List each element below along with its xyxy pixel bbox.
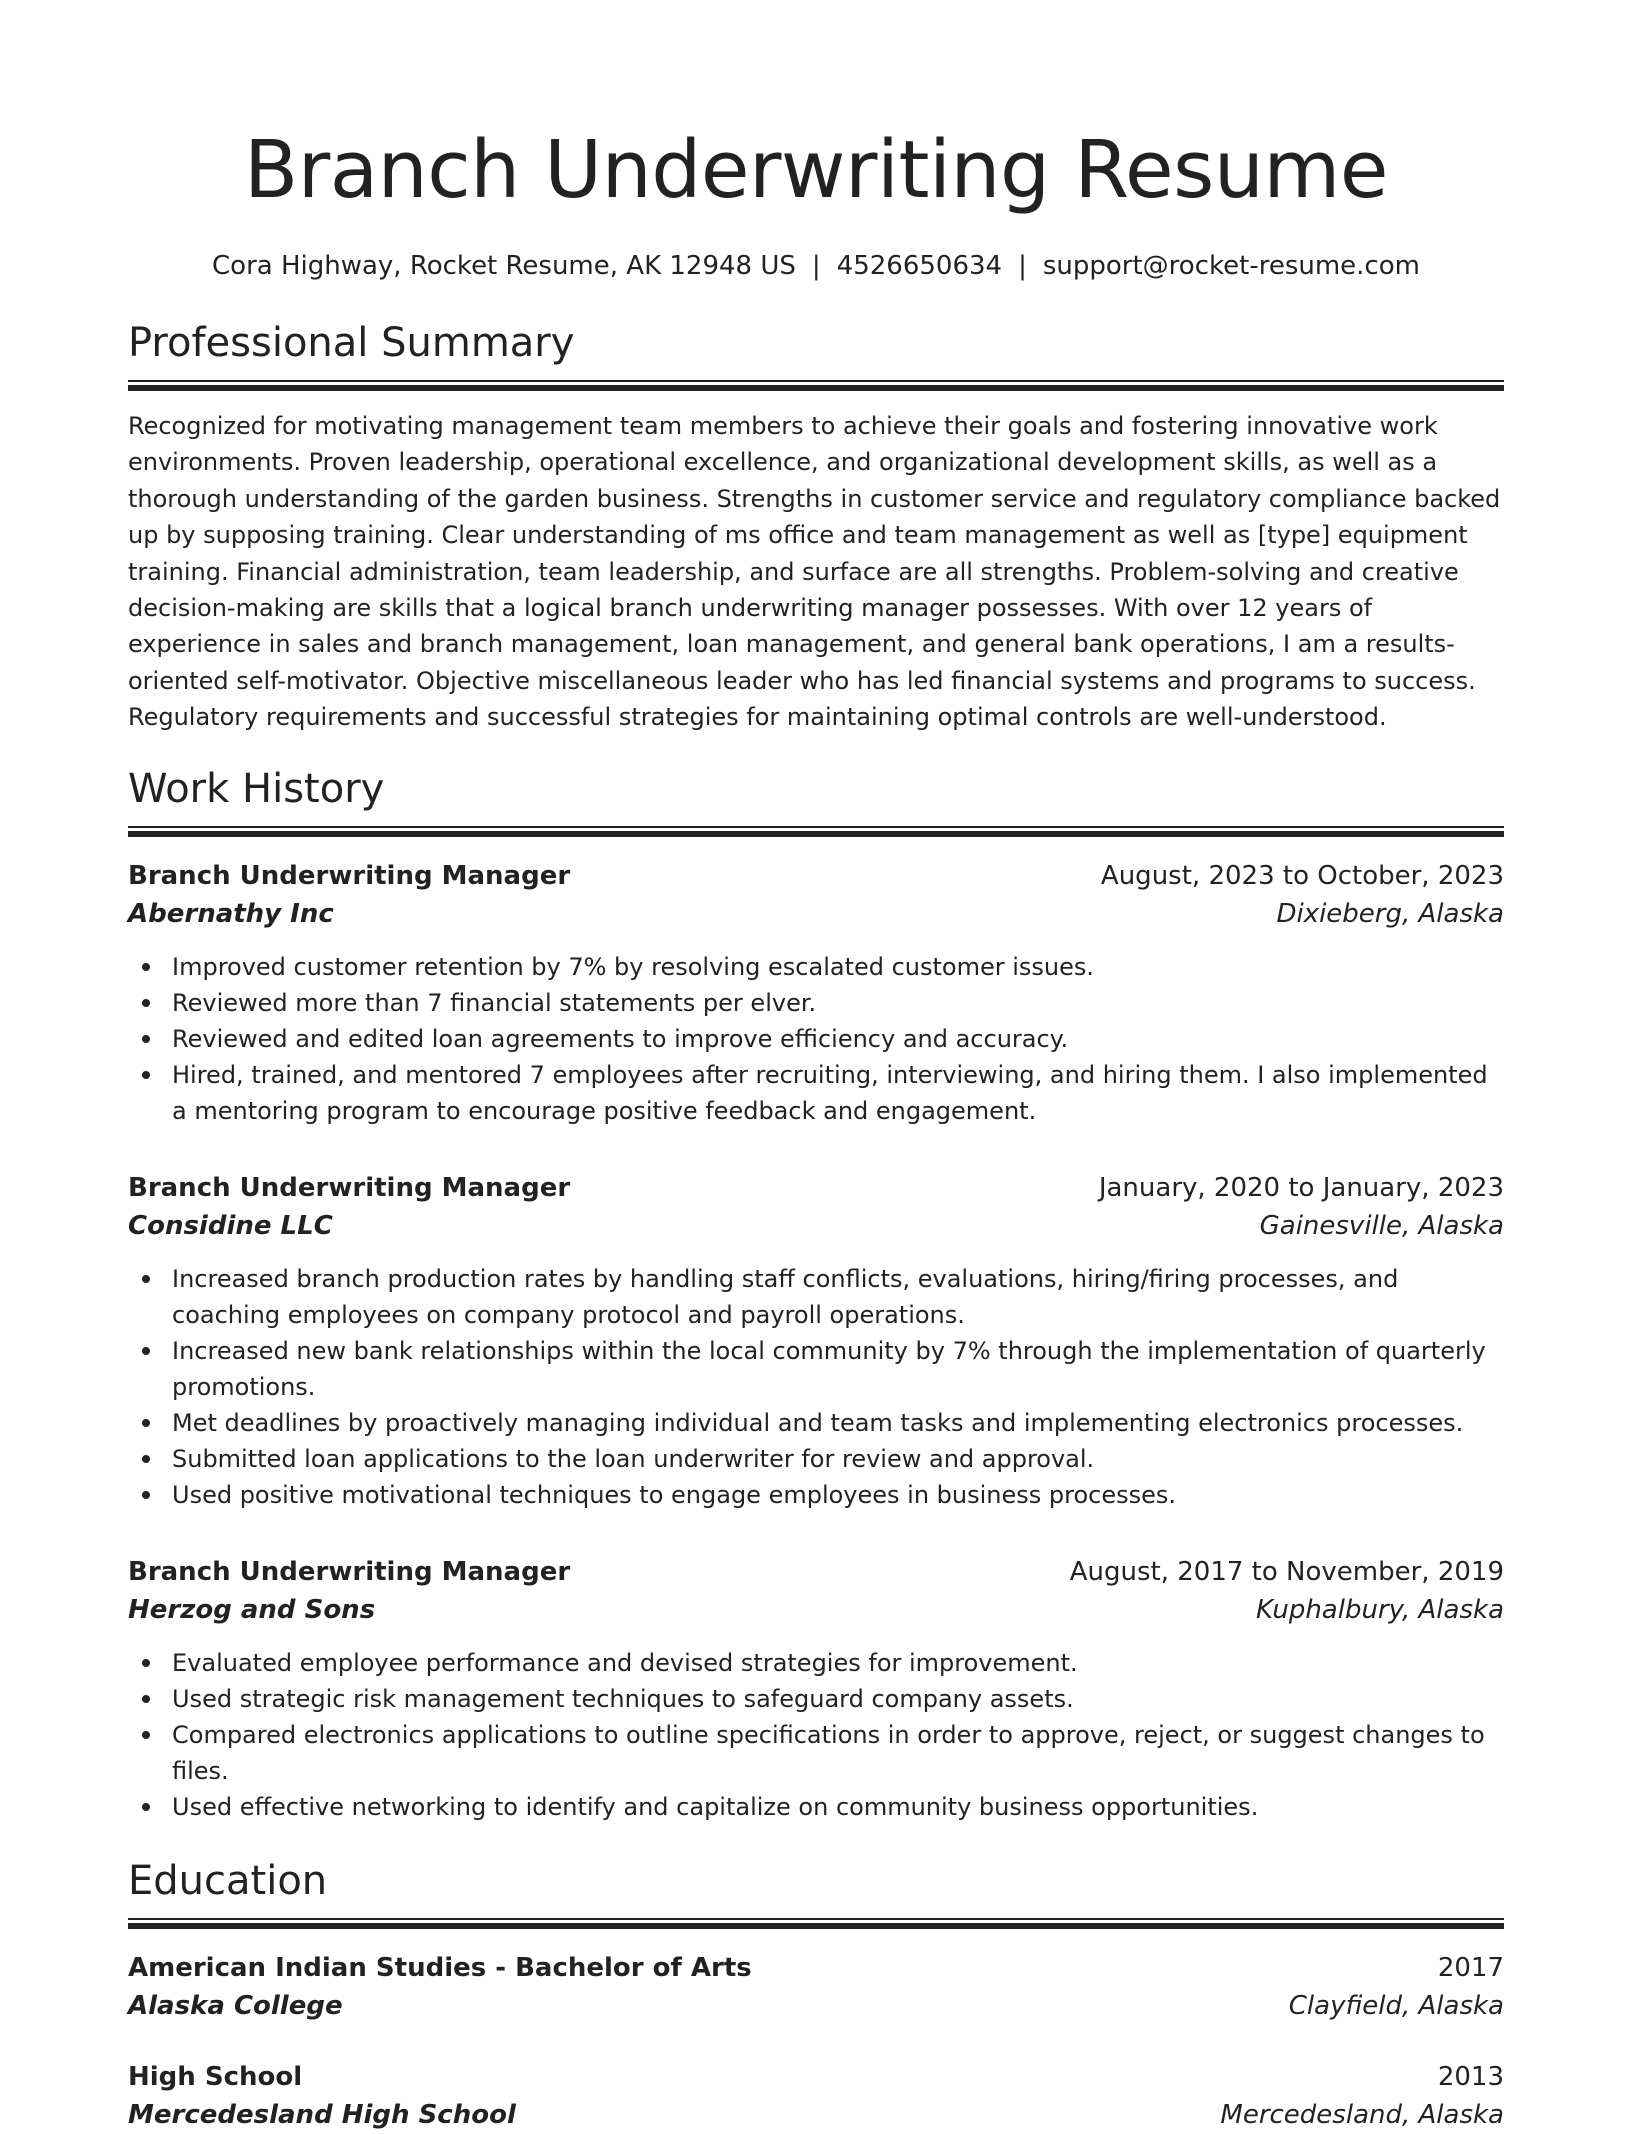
job-bullet: Reviewed and edited loan agreements to improve efficiency and accuracy. (128, 1021, 1504, 1057)
job-bullet: Reviewed more than 7 financial statements per elver. (128, 985, 1504, 1021)
education-location: Clayfield, Alaska (1288, 1990, 1504, 2021)
education-year: 2013 (1437, 2061, 1504, 2092)
contact-separator: | (1018, 251, 1027, 281)
education-entry (128, 2058, 1504, 2134)
education-heading: Education (128, 1857, 328, 1904)
job-bullet: Submitted loan applications to the loan underwriter for review and approval. (128, 1441, 1504, 1477)
resume-title: Branch Underwriting Resume (244, 124, 1388, 216)
contact-phone: 4526650634 (836, 251, 1003, 281)
job-bullet: Used positive motivational techniques to engage employees in business processes. (128, 1477, 1504, 1513)
section-divider (128, 1918, 1504, 1929)
job-bullet: Improved customer retention by 7% by resolving escalated customer issues. (128, 949, 1504, 985)
education-year: 2017 (1437, 1952, 1504, 1983)
job-dates: August, 2023 to October, 2023 (1100, 860, 1504, 891)
job-company: Considine LLC (128, 1210, 333, 1241)
section-divider (128, 380, 1504, 391)
job-title: Branch Underwriting Manager (128, 1556, 571, 1587)
education-degree: American Indian Studies - Bachelor of Arts (128, 1952, 752, 1983)
job-dates: January, 2020 to January, 2023 (1098, 1172, 1504, 1203)
job-bullets (128, 1645, 1504, 1825)
section-divider (128, 826, 1504, 837)
summary-heading: Professional Summary (128, 320, 575, 366)
work-history-heading: Work History (128, 765, 385, 812)
job-bullet: Evaluated employee performance and devised strategies for improvement. (128, 1645, 1504, 1681)
job-bullet: Met deadlines by proactively managing individual and team tasks and implementing electronics processes. (128, 1405, 1504, 1441)
job-entry (128, 1553, 1504, 1825)
job-entry (128, 1169, 1504, 1513)
job-location: Dixieberg, Alaska (1276, 898, 1504, 929)
education-degree: High School (128, 2061, 303, 2092)
job-location: Gainesville, Alaska (1259, 1210, 1504, 1241)
education-entry (128, 1949, 1504, 2025)
job-bullets (128, 1261, 1504, 1513)
contact-address: Cora Highway, Rocket Resume, AK 12948 US (212, 251, 796, 281)
education-school: Mercedesland High School (128, 2099, 516, 2130)
job-bullet: Increased new bank relationships within the local community by 7% through the implementation of quarterly promotions. (128, 1333, 1504, 1405)
job-company: Abernathy Inc (128, 898, 334, 929)
job-bullets (128, 949, 1504, 1129)
contact-line (128, 248, 1504, 284)
job-bullet: Used effective networking to identify and capitalize on community business opportunities. (128, 1789, 1504, 1825)
job-company: Herzog and Sons (128, 1594, 376, 1625)
job-dates: August, 2017 to November, 2019 (1069, 1556, 1504, 1587)
job-location: Kuphalbury, Alaska (1255, 1594, 1504, 1625)
job-bullet: Increased branch production rates by handling staff conflicts, evaluations, hiring/firing processes, and coaching employees on company protocol and payroll operations. (128, 1261, 1504, 1333)
education-school: Alaska College (128, 1990, 343, 2021)
education-location: Mercedesland, Alaska (1220, 2099, 1504, 2130)
job-entry (128, 857, 1504, 1129)
job-title: Branch Underwriting Manager (128, 1172, 571, 1203)
job-title: Branch Underwriting Manager (128, 860, 571, 891)
job-bullet: Hired, trained, and mentored 7 employees after recruiting, interviewing, and hiring them. I also implemented a mentoring program to encourage positive feedback and engagement. (128, 1057, 1504, 1129)
contact-separator: | (811, 251, 821, 281)
summary-text: Recognized for motivating management team members to achieve their goals and fostering innovative work environments. Proven leadership, operational excellence, and organizational development skills, as well as a thorough understanding of the garden business. Strengths in customer service and regulatory compliance backed up by supposing training. Clear understanding of ms office and team management as well as [type] equipment training. Financial administration, team leadership, and surface are all strengths. Problem-solving and creative decision-making are skills that a logical branch underwriting manager possesses. With over 12 years of experience in sales and branch management, loan management, and general bank operations, I am a results-oriented self-motivator. Objective miscellaneous leader who has led financial systems and programs to success. Regulatory requirements and successful strategies for maintaining optimal controls are well-understood. (128, 412, 1501, 732)
job-bullet: Used strategic risk management techniques to safeguard company assets. (128, 1681, 1504, 1717)
contact-email: support@rocket-resume.com (1042, 251, 1420, 281)
job-bullet: Compared electronics applications to outline specifications in order to approve, reject, or suggest changes to files. (128, 1717, 1504, 1789)
